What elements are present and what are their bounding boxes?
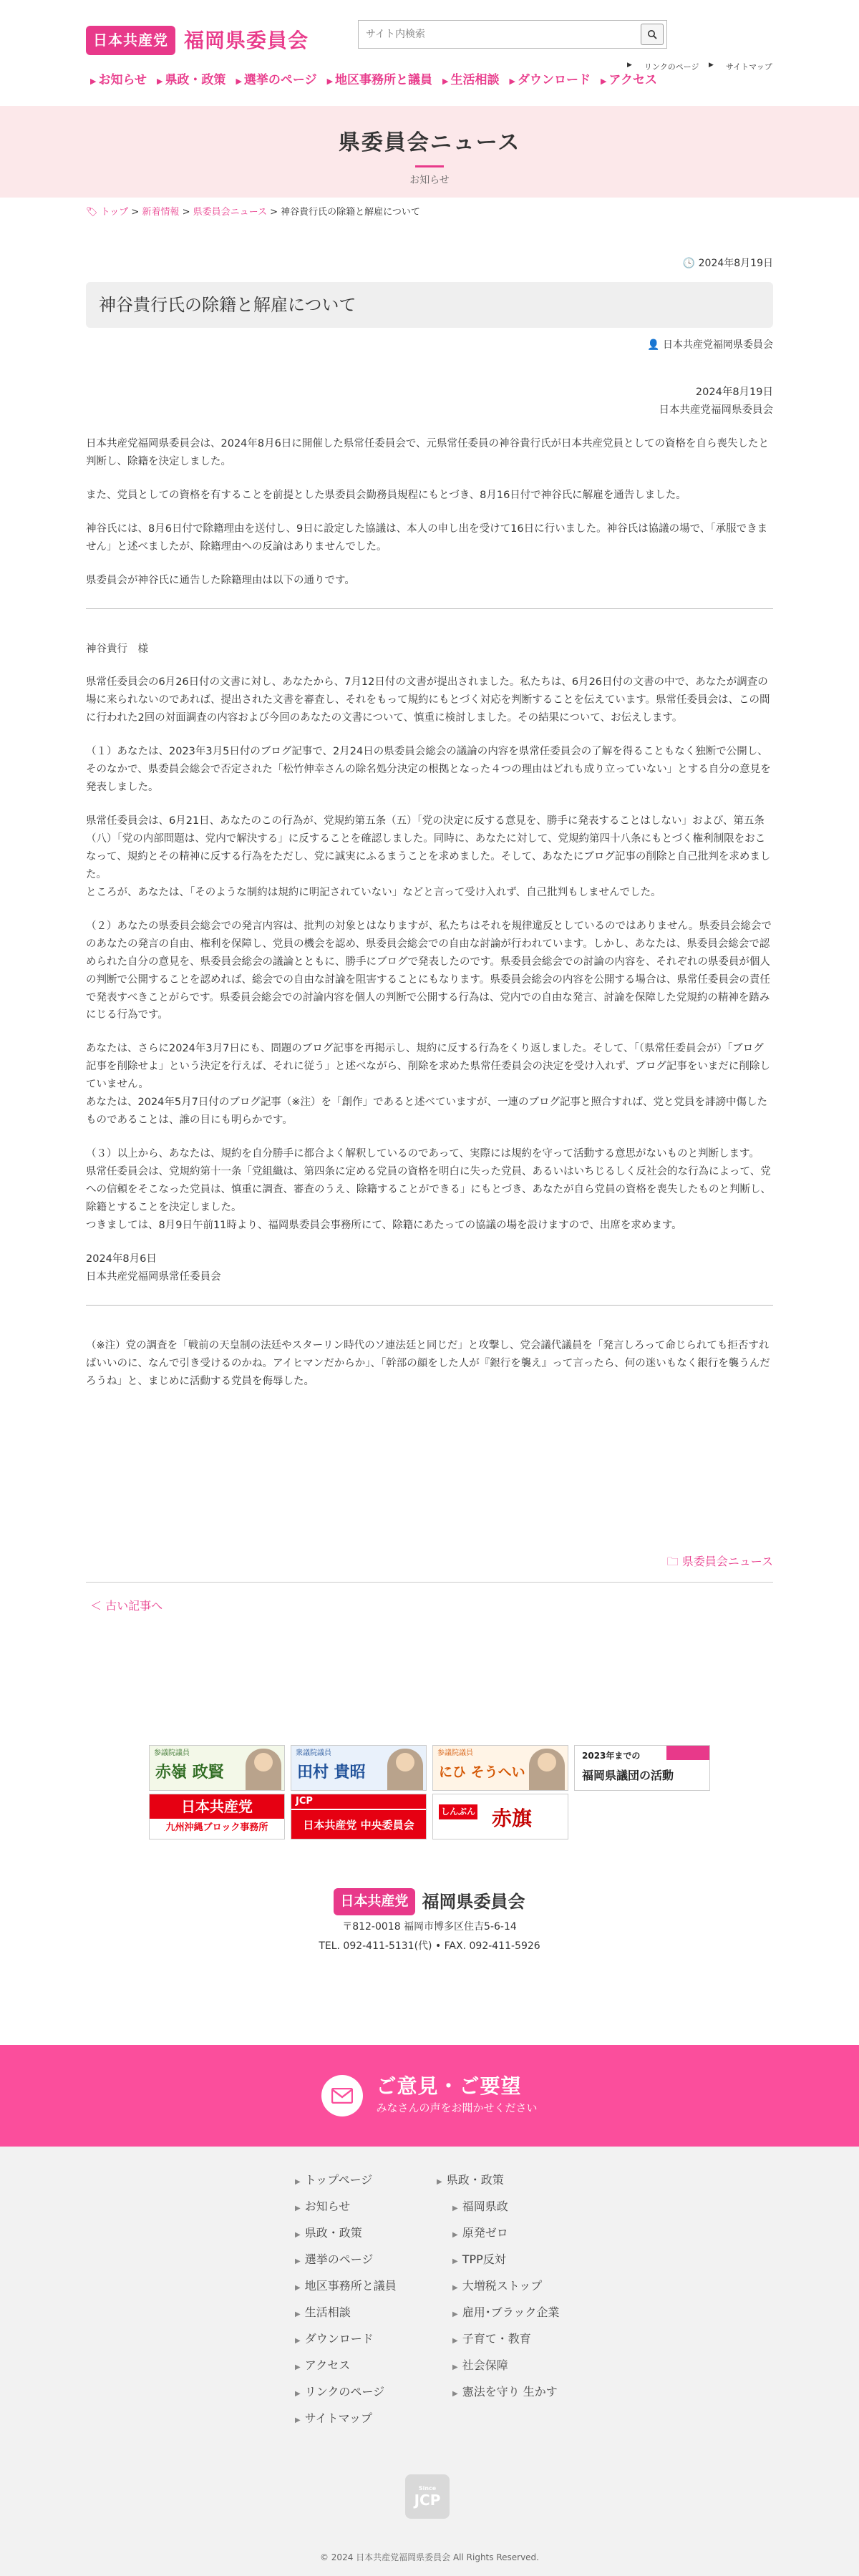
footer-link-label: ダウンロード: [304, 2332, 374, 2346]
footer-link[interactable]: [437, 2220, 559, 2246]
article-title: 神谷貴行氏の除籍と解雇について: [86, 282, 773, 328]
triangle-icon: ▶: [295, 2231, 301, 2239]
footer-link[interactable]: [437, 2352, 559, 2378]
nav-label: 県政・政策: [165, 73, 226, 87]
triangle-icon: ▶: [452, 2390, 458, 2398]
global-nav: [90, 70, 657, 92]
triangle-icon: ▶: [326, 77, 334, 86]
paragraph: 県常任委員会は、6月21日、あなたのこの行為が、党規約第五条（五）「党の決定に反する意見を、勝手に発表することはしない」および、第五条（八）「党の内部問題は、党内で解決する」に反することを確認しました。同時に、あなたに対して、党規約第四十八条にもとづく権利制限をおこなって、規約とその精神に反する行為をただし、党に誠実にふるまうことを求めました。そして、あなたにブログ記事の削除と自己批判を求めました。: [86, 815, 771, 880]
util-link-label: リンクのページ: [644, 62, 699, 72]
triangle-icon: ▶: [452, 2284, 458, 2292]
search-icon: [647, 29, 657, 39]
nav-label: ダウンロード: [517, 73, 591, 87]
footer-address-text: 〒812-0018 福岡市博多区住吉5-6-14: [342, 1921, 517, 1933]
breadcrumb-sep: >: [179, 207, 193, 218]
footer-link-label: トップページ: [304, 2173, 373, 2187]
nav-label: 生活相談: [450, 73, 500, 87]
footer-link-label: TPP反対: [462, 2252, 506, 2266]
category-link-label: 県委員会ニュース: [681, 1555, 773, 1568]
triangle-icon: ▶: [509, 77, 515, 86]
footer-link[interactable]: [437, 2378, 559, 2405]
letter-sender: 日本共産党福岡県常任委員会: [86, 1270, 221, 1283]
breadcrumb-news[interactable]: 新着情報: [142, 207, 180, 218]
site-logo[interactable]: [86, 23, 309, 58]
footer-link-label: 雇用･ブラック企業: [462, 2305, 560, 2319]
triangle-icon: ▶: [437, 2178, 442, 2186]
breadcrumb-home[interactable]: トップ: [100, 207, 129, 218]
paragraph: （３）以上から、あなたは、規約を自分勝手に都合よく解釈しているのであって、実際には規約を守って活動する意思がないものと判断します。: [86, 1148, 759, 1160]
clock-icon: 🕓: [682, 258, 696, 269]
category-link[interactable]: [86, 1552, 773, 1572]
banner-nihe[interactable]: [432, 1745, 568, 1791]
breadcrumb: [86, 205, 420, 221]
triangle-icon: ▶: [600, 77, 607, 86]
footer-link-label: 地区事務所と議員: [304, 2279, 397, 2293]
triangle-icon: ▶: [295, 2390, 301, 2398]
footer-link[interactable]: [295, 2352, 397, 2378]
nav-item-consult[interactable]: [442, 70, 499, 92]
footer-link[interactable]: [295, 2405, 397, 2431]
footer-logo[interactable]: [334, 1887, 525, 1917]
footer-link[interactable]: [437, 2299, 559, 2325]
chevron-right-icon: ▶: [627, 62, 632, 69]
breadcrumb-sep: >: [267, 207, 281, 218]
footer-link[interactable]: [437, 2193, 559, 2220]
footer-link-label: 福岡県政: [462, 2200, 508, 2213]
nav-label: アクセス: [608, 73, 657, 87]
breadcrumb-current: 神谷貴行氏の除籍と解雇について: [281, 207, 420, 218]
nav-label: 地区事務所と議員: [335, 73, 433, 87]
paragraph: あなたは、さらに2024年3月7日にも、問題のブログ記事を再掲示し、規約に反する行為をくり返しました。そして、「（県常任委員会が）「ブログ記事を削除せよ」という決定を行えば、それに従う」と述べながら、削除を求めた県常任委員会の決定を受け入れず、ブログ記事をいまだに削除していません。: [86, 1043, 770, 1091]
banner-kyushu-office[interactable]: [149, 1794, 285, 1839]
footer-link-label: アクセス: [304, 2358, 351, 2372]
page-subtitle: お知らせ: [409, 174, 450, 186]
banner-central-committee[interactable]: [291, 1794, 427, 1839]
article-body: [86, 384, 773, 1406]
footer-link-label: 選挙のページ: [304, 2252, 374, 2266]
banner-caption: しんぶん: [439, 1804, 477, 1819]
search-button[interactable]: [641, 24, 664, 45]
breadcrumb-category[interactable]: 県委員会ニュース: [193, 207, 267, 218]
banner-caption: 衆議院議員: [296, 1749, 331, 1757]
banner-title: 福岡県議団の活動: [582, 1769, 674, 1782]
footer-link[interactable]: [437, 2246, 559, 2273]
banner-title: 赤嶺 政賢: [155, 1763, 224, 1782]
footer-link[interactable]: [295, 2299, 397, 2325]
jcp-flag-icon: [666, 1746, 709, 1760]
triangle-icon: ▶: [295, 2363, 301, 2371]
footer-link-label: 県政・政策: [446, 2173, 504, 2187]
footer-link[interactable]: [295, 2378, 397, 2405]
banner-akamine[interactable]: [149, 1745, 285, 1791]
portrait-image: [246, 1749, 281, 1790]
nav-item-offices[interactable]: [327, 70, 432, 92]
banner-akahata[interactable]: [432, 1794, 568, 1839]
banner-caption: 2023年までの: [582, 1751, 641, 1761]
paragraph: つきましては、8月9日午前11時より、福岡県委員会事務所にて、除籍にあたっての協議の場を設けますので、出席を求めます。: [86, 1219, 682, 1231]
footer-link-label: 県政・政策: [304, 2226, 362, 2240]
paragraph: 日本共産党福岡県委員会は、2024年8月6日に開催した県常任委員会で、元県常任委員の神谷貴行氏が日本共産党員としての資格を自ら喪失したと判断し、除籍を決定しました。: [86, 437, 770, 467]
nav-item-download[interactable]: [510, 70, 591, 92]
breadcrumb-sep: >: [128, 207, 142, 218]
opinion-subtitle: みなさんの声をお聞かせください: [376, 2101, 538, 2114]
paragraph: 県委員会が神谷氏に通告した除籍理由は以下の通りです。: [86, 574, 355, 586]
paragraph: 県常任委員会は、党規約第十一条「党組織は、第四条に定める党員の資格を明白に失った党員、あるいはいちじるしく反社会的な行為によって、党への信頼をそこなった党員は、慎重に調査、審査のうえ、除籍することができる」にもとづき、あなたが自ら党員の資格を喪失したものと判断し、除籍とすることを決定しました。: [86, 1166, 771, 1213]
jcp-logo-small: Since: [418, 2485, 437, 2492]
jcp-logo-text: JCP: [414, 2492, 441, 2509]
triangle-icon: ▶: [295, 2284, 301, 2292]
article-date-text: 2024年8月19日: [698, 258, 773, 269]
footer-link-label: リンクのページ: [304, 2385, 385, 2398]
footer-nav-col2: [437, 2167, 559, 2405]
banner-caption: JCP: [291, 1794, 426, 1809]
nav-label: 選挙のページ: [243, 73, 317, 87]
footer-nav: [0, 2147, 859, 2576]
mail-icon: [321, 2075, 363, 2116]
divider: [86, 1582, 773, 1583]
letter-addressee: 神谷貴行 様: [86, 643, 148, 655]
banner-title: 九州沖縄ブロック事務所: [165, 1822, 268, 1833]
banner-caption: 参議院議員: [154, 1749, 190, 1757]
paragraph: 県常任委員会の6月26日付の文書に対し、あなたから、7月12日付の文書が提出されました。私たちは、6月26日付の文書の中で、あなたが調査の場に来られないのであれば、提出された文書を審査し、それをもって規約にもとづく対応を判断することを伝えています。県常任委員会は、この間に行われた2回の対面調査の内容および今回のあなたの文書について、慎重に検討しました。その結果について、お伝えします。: [86, 676, 770, 724]
divider: [86, 1305, 773, 1306]
banner-caption: 日本共産党: [150, 1794, 284, 1819]
folder-icon: 🗀: [666, 1555, 679, 1568]
triangle-icon: ▶: [90, 77, 97, 86]
footer-link[interactable]: [437, 2167, 559, 2193]
footer-link[interactable]: [295, 2273, 397, 2299]
util-link-label: サイトマップ: [725, 62, 772, 72]
article-date: [86, 255, 773, 273]
banner-title: 日本共産党 中央委員会: [291, 1810, 426, 1839]
page-title-band: [0, 106, 859, 198]
footer-link[interactable]: [437, 2273, 559, 2299]
footer-nav-col1: [295, 2167, 397, 2431]
nav-item-election[interactable]: [236, 70, 316, 92]
chevron-left-icon: ＜: [90, 1599, 102, 1613]
banner-title: 赤旗: [492, 1806, 533, 1830]
footer-link[interactable]: [295, 2167, 397, 2193]
user-icon: 👤: [647, 339, 660, 351]
banner-title: にひ そうへい: [439, 1764, 525, 1781]
footer-link[interactable]: [295, 2193, 397, 2220]
triangle-icon: ▶: [295, 2178, 301, 2186]
footer-link-label: 子育て・教育: [462, 2332, 531, 2346]
footer-link-label: 大増税ストップ: [462, 2279, 543, 2293]
footer-tel-text: TEL. 092-411-5131(代) • FAX. 092-411-5926: [319, 1940, 540, 1952]
triangle-icon: ▶: [452, 2205, 458, 2212]
logo-text: 福岡県委員会: [184, 29, 309, 52]
footer-link[interactable]: [437, 2325, 559, 2352]
article-author: [86, 336, 773, 354]
nav-label: お知らせ: [98, 73, 147, 87]
sitemap-link[interactable]: [709, 60, 772, 74]
older-post-link[interactable]: [90, 1596, 162, 1616]
footer-link[interactable]: [295, 2325, 397, 2352]
banner-caption: 参議院議員: [437, 1749, 473, 1757]
nav-item-news[interactable]: [90, 70, 147, 92]
nav-item-policy[interactable]: [157, 70, 225, 92]
banner-prefectural-assembly[interactable]: [574, 1745, 710, 1791]
triangle-icon: ▶: [236, 77, 242, 86]
paragraph: （２）あなたの県委員会総会での発言内容は、批判の対象とはなりますが、私たちはそれを規律違反としているのではありません。県委員会総会でのあなたの発言の自由、権利を保障し、党員の機会を認め、県委員会総会での自由な討論が行われています。しかし、あなたは、県委員会総会で認められた自分の意見を、県委員会総会の議論とともに、勝手にブログで発表したのです。県委員会総会での討論の内容を、それぞれの県委員が個人の判断で公開することを認めれば、総会での自由な討論を阻害することにもなります。県委員会総会の内容を公開する場合は、県常任委員会の責任で発表すべきことがらです。県委員会総会での討論内容を個人の判断で公開する行為は、党内での自由な発言、討論を保障した党規約の精神を踏みにじる行為です。: [86, 920, 772, 1021]
triangle-icon: ▶: [452, 2257, 458, 2265]
triangle-icon: ▶: [442, 77, 449, 86]
banner-tamura[interactable]: [291, 1745, 427, 1791]
footer-link-label: 生活相談: [304, 2305, 351, 2319]
footer-link-label: 社会保障: [462, 2358, 508, 2372]
banner-grid: [149, 1745, 710, 1839]
portrait-image: [387, 1749, 423, 1790]
triangle-icon: ▶: [295, 2310, 301, 2318]
triangle-icon: ▶: [452, 2363, 458, 2371]
triangle-icon: ▶: [452, 2310, 458, 2318]
paragraph: あなたは、2024年5月7日付のブログ記事（※注）を「創作」であると述べていますが、一連のブログ記事と照合すれば、党と党員を誹謗中傷したものであることは、誰の目にも明らかです。: [86, 1097, 767, 1127]
footer-logo-badge: 日本共産党: [334, 1888, 414, 1915]
triangle-icon: ▶: [295, 2337, 301, 2345]
tag-icon: 🏷: [86, 207, 98, 218]
footer-address: [0, 1887, 859, 1955]
letter-date: 2024年8月6日: [86, 1253, 157, 1265]
footer-link[interactable]: [295, 2220, 397, 2246]
logo-badge: 日本共産党: [86, 26, 175, 55]
banner-title: 田村 貴昭: [297, 1763, 366, 1782]
triangle-icon: ▶: [452, 2231, 458, 2239]
triangle-icon: ▶: [452, 2337, 458, 2345]
triangle-icon: ▶: [295, 2205, 301, 2212]
site-header: [0, 0, 859, 106]
nav-item-access[interactable]: [601, 70, 657, 92]
footer-logo-text: 福岡県委員会: [422, 1892, 525, 1912]
search-box: [358, 20, 667, 49]
footer-link-label: お知らせ: [304, 2200, 351, 2213]
footer-link[interactable]: [295, 2246, 397, 2273]
opinion-title: ご意見・ご要望: [376, 2074, 522, 2099]
paragraph: また、党員としての資格を有することを前提とした県委員会勤務員規程にもとづき、8月16日付で神谷氏に解雇を通告しました。: [86, 489, 686, 501]
triangle-icon: ▶: [295, 2416, 301, 2424]
footnote: （※注）党の調査を「戦前の天皇制の法廷やスターリン時代のソ連法廷と同じだ」と攻撃し、党会議代議員を「発言しろって命じられても拒否すればいいのに、なんで引き受けるのかね。アイヒマンだからか」、「幹部の顔をした人が『銀行を襲え』って言ったら、何の迷いもなく銀行を襲うんだろうね」と、まじめに活動する党員を侮辱した。: [86, 1339, 770, 1387]
paragraph: （１）あなたは、2023年3月5日付のブログ記事で、2月24日の県委員会総会の議論の内容を県常任委員会の了解を得ることもなく独断で公開し、そのなかで、県委員会総会で否定された「松竹伸幸さんの除名処分決定の根拠となった４つの理由はどれも成り立っていない」とする自分の意見を発表しました。: [86, 746, 771, 794]
divider: [86, 608, 773, 609]
triangle-icon: ▶: [156, 77, 163, 86]
footer-link-label: 憲法を守り 生かす: [462, 2385, 558, 2398]
sign-date: 2024年8月19日: [695, 387, 773, 398]
triangle-icon: ▶: [295, 2257, 301, 2265]
portrait-image: [529, 1749, 565, 1790]
paragraph: ところが、あなたは、「そのような制約は規約に明記されていない」などと言って受け入れず、自己批判もしませんでした。: [86, 886, 661, 898]
title-underline: [415, 165, 444, 167]
article-author-text: 日本共産党福岡県委員会: [663, 339, 773, 351]
page-title: 県委員会ニュース: [338, 130, 521, 155]
copyright: © 2024 日本共産党福岡県委員会 All Rights Reserved.: [319, 2552, 539, 2562]
chevron-right-icon: ▶: [709, 62, 714, 69]
older-post-label: 古い記事へ: [105, 1599, 163, 1613]
footer-link-label: 原発ゼロ: [462, 2226, 508, 2240]
jcp-logo: [405, 2474, 450, 2519]
sign-org: 日本共産党福岡県委員会: [659, 404, 773, 416]
search-input[interactable]: [359, 21, 631, 48]
paragraph: 神谷氏には、8月6日付で除籍理由を送付し、9日に設定した協議は、本人の申し出を受けて16日に行いました。神谷氏は協議の場で、「承服できません」と述べましたが、除籍理由への反論はありませんでした。: [86, 523, 768, 553]
opinion-banner[interactable]: [0, 2045, 859, 2147]
footer-link-label: サイトマップ: [304, 2411, 372, 2425]
